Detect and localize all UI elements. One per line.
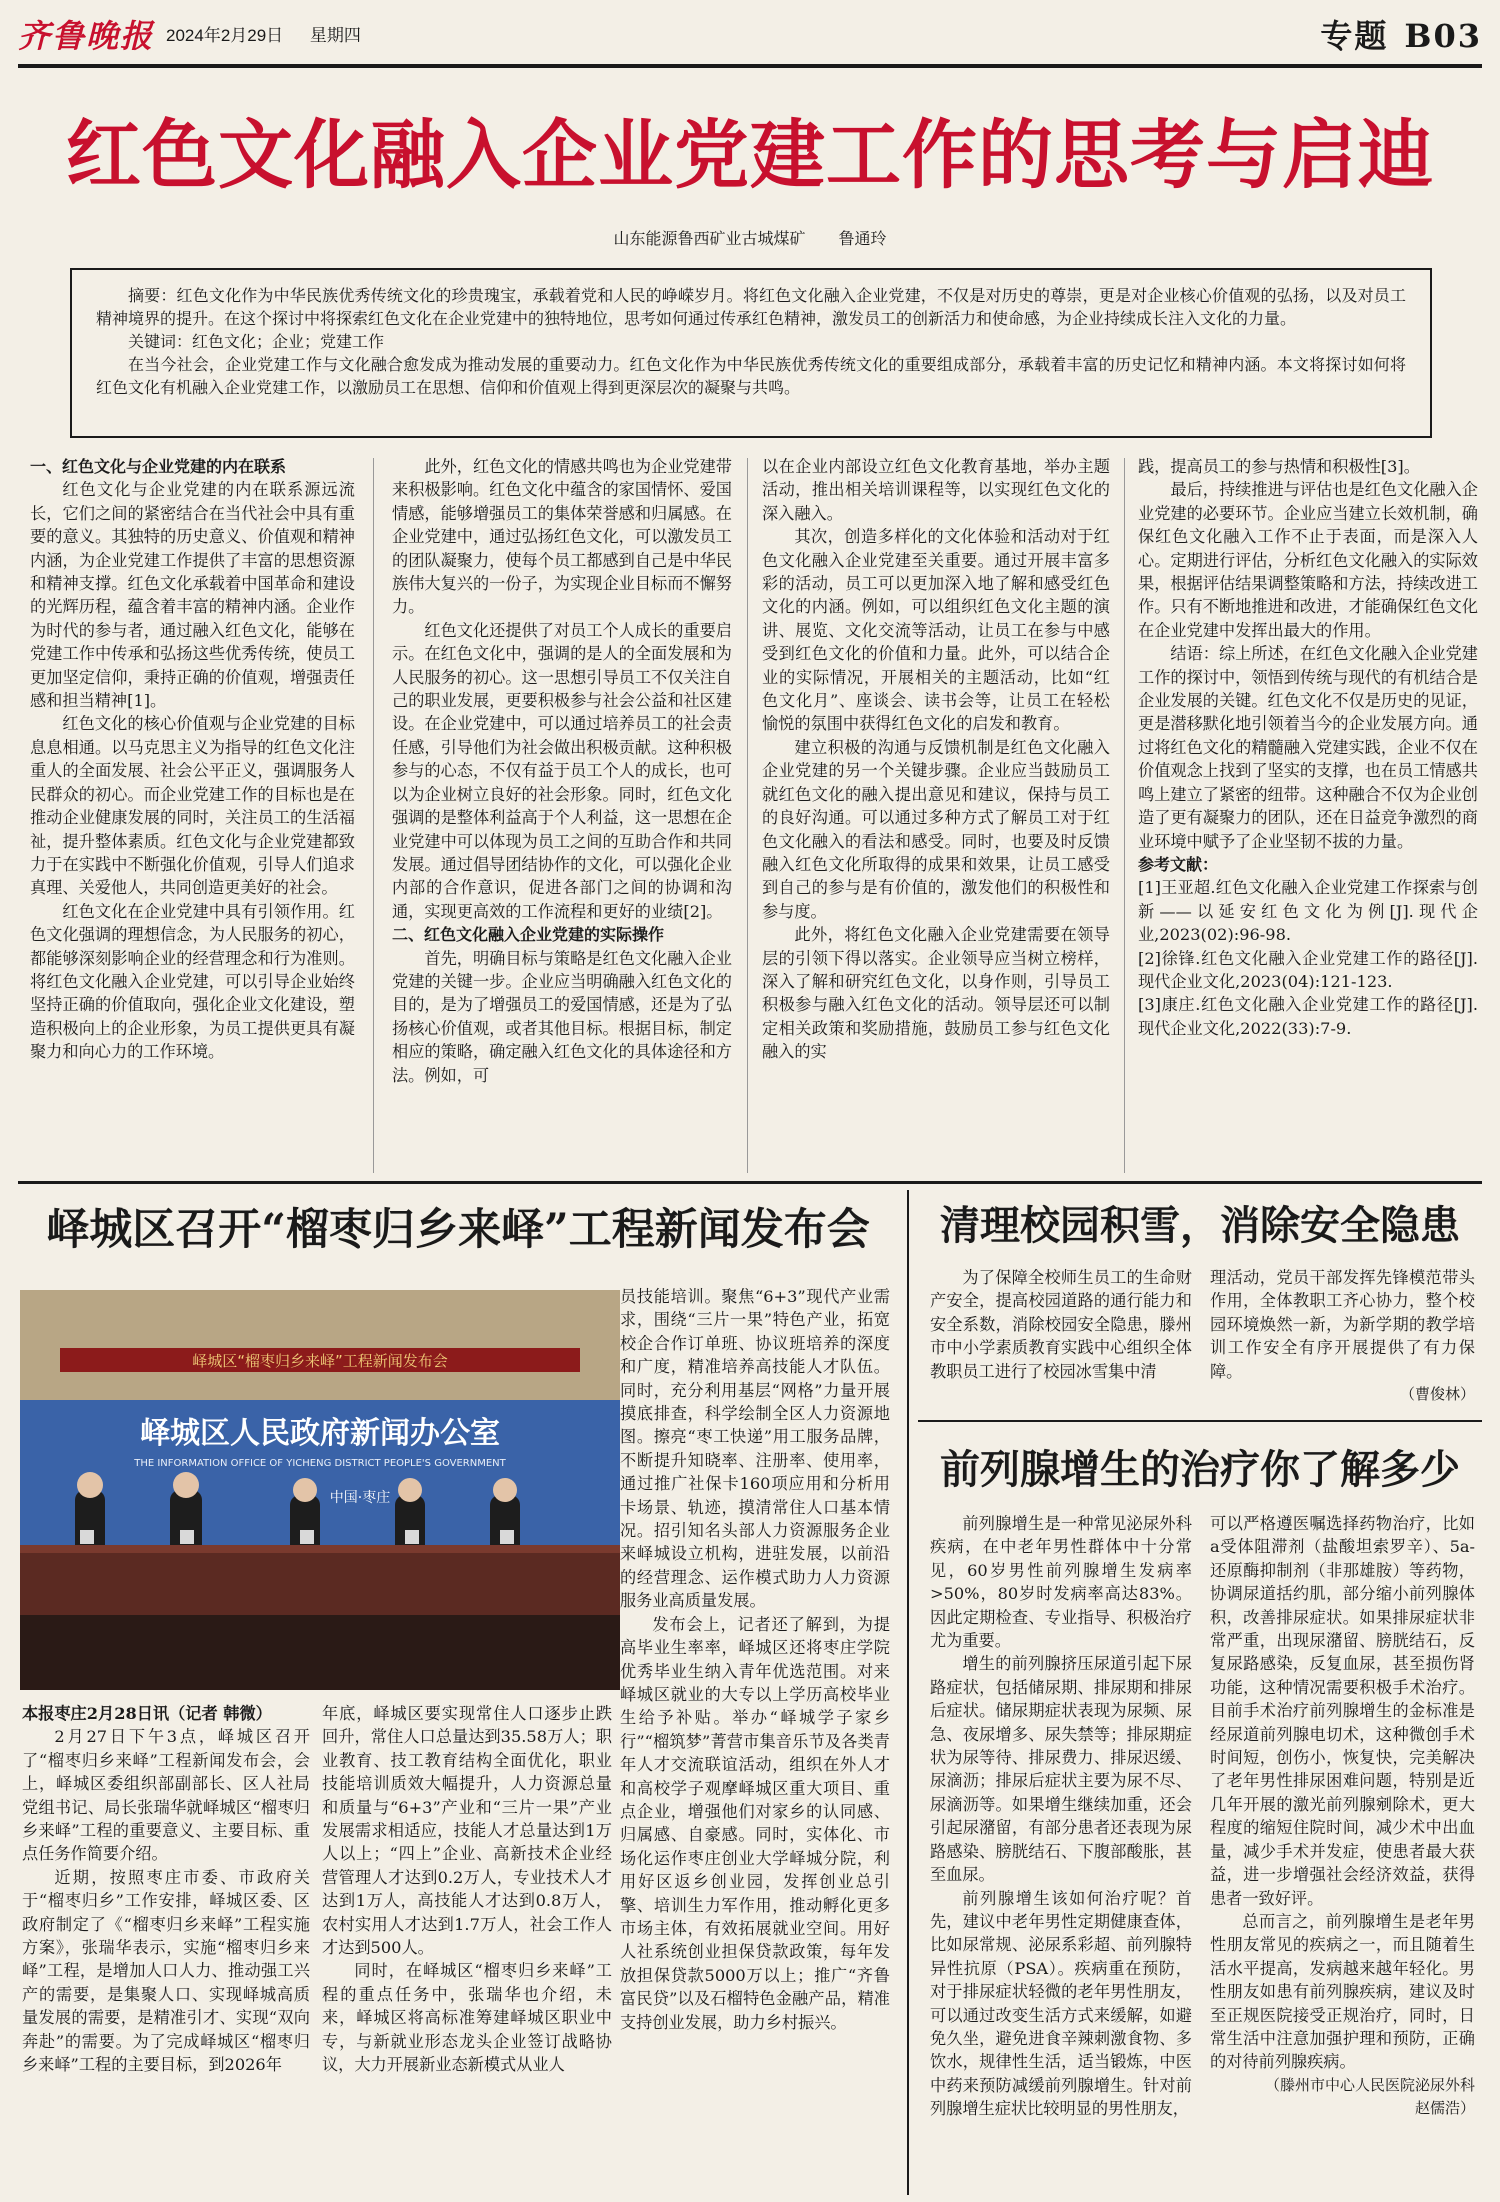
article4-title: 前列腺增生的治疗你了解多少 [940, 1446, 1460, 1493]
article2-column-2 [322, 1702, 612, 2194]
article3-column-2 [1210, 1266, 1475, 1408]
photo-illustration [20, 1290, 620, 1690]
article4-column-2 [1210, 1512, 1491, 2194]
date-text: 2024年2月29日 [166, 26, 284, 45]
newspaper-logo: 齐鲁晚报 [18, 17, 155, 55]
article-byline [18, 226, 1482, 249]
paragraph: 近期，按照枣庄市委、市政府关于“榴枣归乡”工作安排，峄城区委、区政府制定了《“榴枣归乡来峄”工程实施方案》，张瑞华表示，实施“榴枣归乡来峄”工程，是增加人口人力、推动强工兴产的需要，是集聚人口、实现峄城高质量发展的需要，是精准引才、实现“双向奔赴”的需要。为了完成峄城区“榴枣归乡来峄”工程的主要目标，到2026年 [22, 1867, 310, 2075]
article2-lead [22, 1702, 310, 1725]
article3-title: 清理校园积雪，消除安全隐患 [940, 1202, 1460, 1249]
byline-org: 山东能源鲁西矿业古城煤矿 [613, 229, 806, 248]
article3-author: （曹俊林） [1399, 1385, 1475, 1404]
page-number: B03 [1404, 17, 1482, 55]
section-rule [18, 1181, 1482, 1184]
photo-banner-text: 峄城区“榴枣归乡来峄”工程新闻发布会 [192, 1352, 448, 1370]
article1-column-3 [762, 455, 1110, 1175]
issue-date [166, 10, 383, 62]
article4-author: （滕州市中心人民医院泌尿外科 赵儒浩） [1264, 2075, 1491, 2118]
paragraph: 红色文化在企业党建中具有引领作用。红色文化强调的理想信念，为人民服务的初心，都能够深刻影响企业的经营理念和行为准则。将红色文化融入企业党建，可以引导企业始终坚持正确的价值取向，强化企业文化建设，塑造积极向上的企业形象，为员工提供更具有凝聚力和向心力的工作环境。 [30, 901, 355, 1062]
photo-city-logo: 中国·枣庄 [329, 1490, 391, 1506]
paragraph: 发布会上，记者还了解到，为提高毕业生率率，峄城区还将枣庄学院优秀毕业生纳入青年优选范围。对来峄城区就业的大专以上学历高校毕业生给予补贴。举办“峄城学子家乡行”“榴筑梦”菁营市集音乐节及各类青年人才交流联谊活动，组织在外人才和高校学子观摩峄城区重大项目、重点企业，增强他们对家乡的认同感、归属感、自豪感。同时，实体化、市场化运作枣庄创业大学峄城分院，利用好区返乡创业园，发挥创业总引擎、培训生力军作用，推动孵化更多市场主体，有效拓展就业空间。用好人社系统创业担保贷款政策，每年发放担保贷款5000万以上；推广“齐鲁富民贷”以及石榴特色金融产品，精准支持创业发展，助力乡村振兴。 [620, 1614, 890, 2032]
paragraph: 同时，在峄城区“榴枣归乡来峄”工程的重点任务中，张瑞华也介绍，未来，峄城区将高标准筹建峄城区职业中专，与新就业形态龙头企业签订战略协议，大力开展新业态新模式从业人 [322, 1961, 612, 2075]
section-heading: 二、红色文化融入企业党建的实际操作 [392, 925, 665, 945]
paragraph: 总而言之，前列腺增生是老年男性朋友常见的疾病之一，而且随着生活水平提高，发病越来越年轻化。男性朋友如患有前列腺疾病，建议及时至正规医院接受正规治疗，同时，日常生活中注意加强护理和预防，正确的对待前列腺疾病。 [1210, 1911, 1475, 2072]
paragraph: 为了保障全校师生员工的生命财产安全，提高校园道路的通行能力和安全系数，消除校园安全隐患，滕州市中小学素质教育实践中心组织全体教职员工进行了校园冰雪集中清 [930, 1268, 1192, 1381]
paragraph: 员技能培训。聚焦“6+3”现代产业需求，围绕“三片一果”特色产业，拓宽校企合作订单班、协议班培养的深度和广度，精准培养高技能人才队伍。同时，充分利用基层“网格”力量开展摸底排查，科学绘制全区人力资源地图。擦亮“枣工快递”用工服务品牌，不断提升知晓率、注册率、使用率，通过推广社保卡160项应用和分析用卡场景、轨迹，摸清常住人口基本情况。招引知名头部人力资源服务企业来峄城设立机构，进驻发展，以前沿的经营理念、运作模式助力人力资源服务业高质量发展。 [620, 1287, 890, 1611]
article3-column-1 [930, 1266, 1192, 1408]
section-heading: 一、红色文化与企业党建的内在联系 [30, 457, 287, 476]
article1-column-2 [392, 455, 732, 1175]
column-divider [747, 458, 748, 1173]
paragraph: 前列腺增生该如何治疗呢？首先，建议中老年男性定期健康查体，比如尿常规、泌尿系彩超、前列腺特异性抗原（PSA）。疾病重在预防，对于排尿症状轻微的老年男性朋友，可以通过改变生活方式来缓解，如避免久坐，避免进食辛辣刺激食物、多饮水，规律性生活，适当锻炼，中医中药来预防减缓前列腺增生。针对前列腺增生症状比较明显的男性朋友， [930, 1888, 1192, 2119]
paragraph: 此外，将红色文化融入企业党建需要在领导层的引领下得以落实。企业领导应当树立榜样，深入了解和研究红色文化，以身作则，引导员工积极参与融入红色文化的活动。领导层还可以制定相关政策和奖励措施，鼓励员工参与红色文化融入的实 [762, 925, 1110, 1062]
paragraph: 此外，红色文化的情感共鸣也为企业党建带来积极影响。红色文化中蕴含的家国情怀、爱国情感，能够增强员工的集体荣誉感和归属感。在企业党建中，通过弘扬红色文化，可以激发员工的团队凝聚力，使每个员工都感到自己是中华民族伟大复兴的一份子，为实现企业目标而不懈努力。 [392, 457, 732, 617]
paragraph: 其次，创造多样化的文化体验和活动对于红色文化融入企业党建至关重要。通过开展丰富多彩的活动，员工可以更加深入地了解和感受红色文化的内涵。例如，可以组织红色文化主题的演讲、展览、文化交流等活动，让员工在参与中感受到红色文化的价值和力量。此外，可以结合企业的实际情况，开展相关的主题活动，比如“红色文化月”、座谈会、读书会等，让员工在轻松愉悦的氛围中获得红色文化的启发和教育。 [762, 527, 1110, 734]
reference-item: [2]徐锋.红色文化融入企业党建工作的路径[J].现代企业文化,2023(04):121-123. [1138, 948, 1478, 991]
paragraph: 前列腺增生是一种常见泌尿外科疾病，在中老年男性群体中十分常见，60岁男性前列腺增生发病率>50%，80岁时发病率高达83%。因此定期检查、专业指导、积极治疗尤为重要。 [930, 1514, 1192, 1651]
paragraph: 首先，明确目标与策略是红色文化融入企业党建的关键一步。企业应当明确融入红色文化的目的，是为了增强员工的爱国情感，还是为了弘扬核心价值观，或者其他目标。根据目标，制定相应的策略，确定融入红色文化的具体途径和方法。例如，可 [392, 948, 732, 1085]
weekday-text: 星期四 [309, 26, 361, 45]
paragraph: 最后，持续推进与评估也是红色文化融入企业党建的必要环节。企业应当建立长效机制，确保红色文化融入工作不止于表面，而是深入人心。定期进行评估，分析红色文化融入的实际效果，根据评估结果调整策略和方法，持续改进工作。只有不断地推进和改进，才能确保红色文化在企业党建中发挥出最大的作用。 [1138, 480, 1478, 640]
paragraph: 结语：综上所述，在红色文化融入企业党建工作的探讨中，领悟到传统与现代的有机结合是企业发展的关键。红色文化不仅是历史的见证，更是潜移默化地引领着当今的企业发展方向。通过将红色文化的精髓融入党建实践，企业不仅在价值观念上找到了坚实的支撑，也在员工情感共鸣上建立了紧密的纽带。这种融合不仅为企业创造了更有凝聚力的团队，还在日益竞争激烈的商业环境中赋予了企业坚韧不拔的力量。 [1138, 644, 1478, 851]
paragraph: 年底，峄城区要实现常住人口逐步止跌回升，常住人口总量达到35.58万人；职业教育、技工教育结构全面优化，职业技能培训质效大幅提升，人力资源总量和质量与“6+3”产业和“三片一果”产业发展需求相适应，技能人才总量达到1万人以上；“四上”企业、高新技术企业经营管理人才达到0.2万人，专业技术人才达到1万人，高技能人才达到0.8万人，农村实用人才达到1.7万人，社会工作人才达到500人。 [322, 1704, 612, 1958]
section-label [1320, 10, 1482, 62]
article2-title: 峄城区召开“榴枣归乡来峄”工程新闻发布会 [46, 1205, 870, 1255]
abstract-box [70, 268, 1432, 438]
photo-hall-text: 峄城区人民政府新闻办公室 [140, 1416, 500, 1451]
article4-column-1 [930, 1512, 1192, 2194]
paragraph: 2月27日下午3点，峄城区召开了“榴枣归乡来峄”工程新闻发布会，会上，峄城区委组织部副部长、区人社局党组书记、局长张瑞华就峄城区“榴枣归乡来峄”工程的重要意义、主要目标、重点任务作简要介绍。 [22, 1727, 310, 1864]
dateline: 本报枣庄2月28日讯（记者 韩微） [22, 1704, 272, 1723]
paragraph: 建立积极的沟通与反馈机制是红色文化融入企业党建的另一个关键步骤。企业应当鼓励员工就红色文化的融入提出意见和建议，保持与员工的良好沟通。可以通过多种方式了解员工对于红色文化融入的看法和感受。同时，也要及时反馈融入红色文化所取得的成果和效果，让员工感受到自己的参与是有价值的，激发他们的积极性和参与度。 [762, 737, 1110, 921]
section-name: 专题 [1320, 17, 1389, 55]
paragraph: 可以严格遵医嘱选择药物治疗，比如a受体阻滞剂（盐酸坦索罗辛）、5a-还原酶抑制剂（非那雄胺）等药物，协调尿道括约肌，部分缩小前列腺体积，改善排尿症状。如果排尿症状非常严重，出现尿潴留、膀胱结石，反复尿路感染，反复血尿，甚至损伤肾功能，这种情况需要积极手术治疗。目前手术治疗前列腺增生的金标准是经尿道前列腺电切术，这种微创手术时间短，创伤小，恢复快，完美解决了老年男性排尿困难问题，特别是近几年开展的激光前列腺剜除术，更大程度的缩短住院时间，减少术中出血量，减少手术并发症，使患者最大获益，进一步增强社会经济效益，获得患者一致好评。 [1210, 1514, 1475, 1908]
photo-hall-english: THE INFORMATION OFFICE OF YICHENG DISTRICT PEOPLE'S GOVERNMENT [134, 1458, 506, 1469]
abstract-text: 摘要：红色文化作为中华民族优秀传统文化的珍贵瑰宝，承载着党和人民的峥嵘岁月。将红色文化融入企业党建，不仅是对历史的尊崇，更是对企业核心价值观的弘扬，以及对员工精神境界的提升。在这个探讨中将探索红色文化在企业党建中的独特地位，思考如何通过传承红色精神，激发员工的创新活力和使命感，为企业持续成长注入文化的力量。 [96, 286, 1406, 328]
column-divider [1124, 458, 1125, 1173]
article-title-main: 红色文化融入企业党建工作的思考与启迪 [65, 111, 1434, 199]
paragraph: 践，提高员工的参与热情和积极性[3]。 [1138, 457, 1420, 476]
press-conference-photo [20, 1290, 620, 1690]
paragraph: 以在企业内部设立红色文化教育基地，举办主题活动，推出相关培训课程等，以实现红色文化的深入融入。 [762, 457, 1110, 523]
reference-item: [1]王亚超.红色文化融入企业党建工作探索与创新——以延安红色文化为例[J].现代企业,2023(02):96-98. [1138, 878, 1478, 945]
reference-item: [3]康庄.红色文化融入企业党建工作的路径[J].现代企业文化,2022(33):7-9. [1138, 995, 1478, 1038]
masthead [18, 10, 1482, 62]
paragraph: 增生的前列腺挤压尿道引起下尿路症状，包括储尿期、排尿期和排尿后症状。储尿期症状表现为尿频、尿急、夜尿增多、尿失禁等；排尿期症状为尿等待、排尿费力、排尿迟缓、尿滴沥；排尿后症状主要为尿不尽、尿滴沥等。如果增生继续加重，还会引起尿潴留，有部分患者还表现为尿路感染、膀胱结石、下腹部酸胀，甚至血尿。 [930, 1654, 1192, 1885]
paragraph: 理活动，党员干部发挥先锋模范带头作用，全体教职工齐心协力，整个校园环境焕然一新，为新学期的教学培训工作安全有序开展提供了有力保障。 [1210, 1268, 1475, 1381]
intro-text: 在当今社会，企业党建工作与文化融合愈发成为推动发展的重要动力。红色文化作为中华民族优秀传统文化的重要组成部分，承载着丰富的历史记忆和精神内涵。本文将探讨如何将红色文化有机融入企业党建工作，以激励员工在思想、信仰和价值观上得到更深层次的凝聚与共鸣。 [96, 355, 1406, 397]
paragraph: 红色文化还提供了对员工个人成长的重要启示。在红色文化中，强调的是人的全面发展和为人民服务的初心。这一思想引导员工不仅关注自己的职业发展，更要积极参与社会公益和社区建设。在企业党建中，可以通过培养员工的社会责任感，引导他们为社会做出积极贡献。这种积极参与的心态，不仅有益于员工个人的成长，也可以为企业树立良好的社会形象。同时，红色文化强调的是整体利益高于个人利益，这一思想在企业党建中可以体现为员工之间的互助合作和共同发展。通过倡导团结协作的文化，可以强化企业内部的合作意识，促进各部门之间的协调和沟通，实现更高效的工作流程和更好的业绩[2]。 [392, 620, 732, 921]
keywords-text: 关键词：红色文化；企业；党建工作 [128, 332, 385, 351]
article2-column-1 [22, 1702, 310, 2194]
article1-column-1 [30, 455, 355, 1175]
paragraph: 红色文化的核心价值观与企业党建的目标息息相通。以马克思主义为指导的红色文化注重人的全面发展、社会公平正义，强调服务人民群众的初心。而企业党建工作的目标也是在推动企业健康发展的同时，关注员工的生活福祉，提升整体素质。红色文化与企业党建都致力于在实践中不断强化价值观，引导人们追求真理、关爱他人，共同创造更美好的社会。 [30, 714, 355, 898]
article1-column-4 [1138, 455, 1478, 1175]
column-divider [373, 458, 374, 1173]
byline-author: 鲁通玲 [838, 229, 887, 248]
references-heading: 参考文献： [1138, 854, 1219, 874]
article2-column-3 [620, 1285, 890, 2194]
section-divider-vertical [907, 1190, 909, 2195]
section-rule [918, 1420, 1482, 1422]
paragraph: 红色文化与企业党建的内在联系源远流长，它们之间的紧密结合在当代社会中具有重要的意义。其独特的历史意义、价值观和精神内涵，为企业党建工作提供了丰富的思想资源和精神支撑。红色文化承载着中国革命和建设的光辉历程，蕴含着丰富的精神内涵。企业作为时代的参与者，通过融入红色文化，能够在党建工作中传承和弘扬这些优秀传统，使员工更加坚定信仰，秉持正确的价值观，增强责任感和担当精神[1]。 [30, 480, 355, 711]
masthead-rule [18, 64, 1482, 68]
